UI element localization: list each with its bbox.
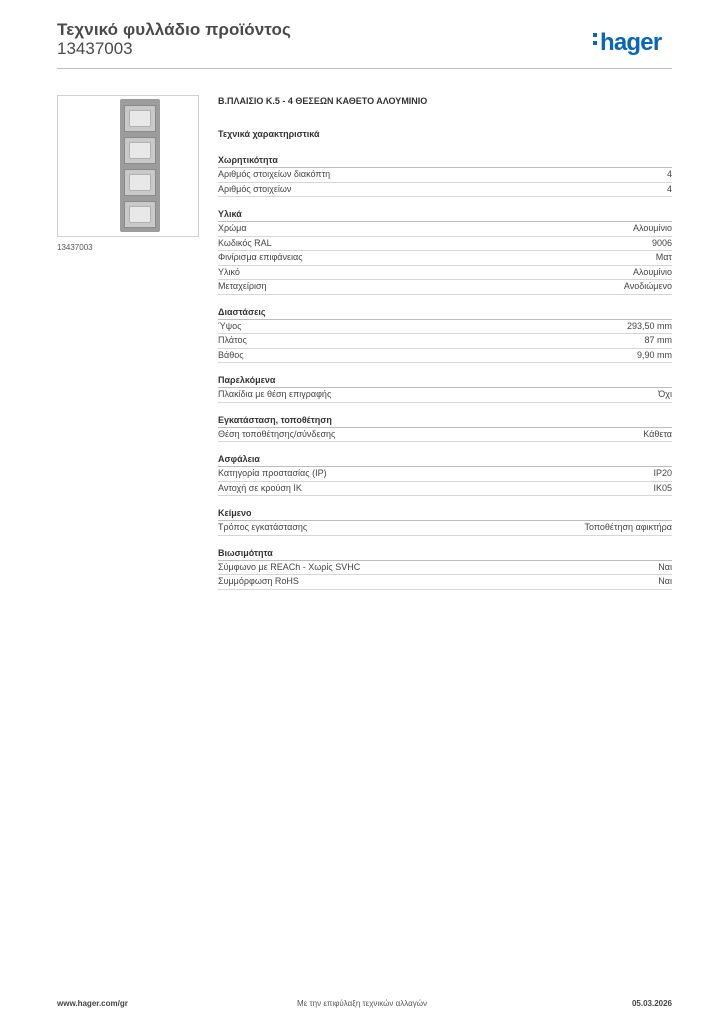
spec-label: Αριθμός στοιχείων xyxy=(218,183,292,194)
spec-value: 87 mm xyxy=(644,335,672,345)
spec-group-title: Υλικά xyxy=(218,197,672,222)
spec-group-title: Χωρητικότητα xyxy=(218,143,672,168)
section-heading: Τεχνικά χαρακτηριστικά xyxy=(218,129,320,139)
spec-value: Αλουμίνιο xyxy=(633,266,672,277)
spec-row xyxy=(218,561,672,576)
frame-slot xyxy=(124,169,156,196)
spec-label: Βάθος xyxy=(218,349,244,360)
spec-label: Πλάτος xyxy=(218,335,247,345)
spec-row xyxy=(218,349,672,364)
spec-group-title: Κείμενο xyxy=(218,496,672,521)
footer-date: 05.03.2026 xyxy=(631,999,672,1008)
spec-row xyxy=(218,266,672,281)
image-caption: 13437003 xyxy=(57,243,93,252)
spec-row xyxy=(218,467,672,482)
footer-notice: Με την επιφύλαξη τεχνικών αλλαγών xyxy=(297,999,427,1008)
spec-value: 293,50 mm xyxy=(626,320,672,331)
header-divider xyxy=(57,68,672,69)
spec-row xyxy=(218,183,672,198)
spec-label: Χρώμα xyxy=(218,223,247,233)
spec-row xyxy=(218,428,672,443)
spec-row xyxy=(218,482,672,497)
spec-value: IK05 xyxy=(653,482,672,493)
spec-label: Αριθμός στοιχείων διακόπτη xyxy=(218,169,331,179)
spec-label: Τρόπος εγκατάστασης xyxy=(218,522,308,532)
spec-row xyxy=(218,388,672,403)
spec-value: Ναι xyxy=(658,576,672,586)
spec-row xyxy=(218,251,672,266)
spec-row xyxy=(218,521,672,536)
spec-label: Πλακίδια με θέση επιγραφής xyxy=(218,389,332,399)
spec-value: 9006 xyxy=(651,237,672,248)
spec-label: Θέση τοποθέτησης/σύνδεσης xyxy=(218,428,336,439)
spec-row xyxy=(218,168,672,183)
product-code: 13437003 xyxy=(57,39,133,58)
spec-content xyxy=(218,96,672,590)
spec-label: Κωδικός RAL xyxy=(218,237,272,248)
spec-row xyxy=(218,237,672,252)
spec-value: Ανοδιώμενο xyxy=(623,281,672,291)
hager-logo[interactable] xyxy=(593,30,661,55)
spec-label: Φινίρισμα επιφάνειας xyxy=(218,252,303,262)
spec-value: Τοποθέτηση αφικτήρα xyxy=(584,522,672,532)
spec-value: Κάθετα xyxy=(643,428,672,439)
spec-row xyxy=(218,320,672,335)
spec-row xyxy=(218,575,672,590)
spec-value: 9,90 mm xyxy=(636,349,672,360)
document-title: Τεχνικό φυλλάδιο προϊόντος xyxy=(57,20,291,39)
spec-value: 4 xyxy=(666,183,672,194)
spec-row xyxy=(218,334,672,349)
spec-value: Ναι xyxy=(658,561,672,572)
spec-group-title: Βιωσιμότητα xyxy=(218,536,672,561)
logo-text: hager xyxy=(600,29,662,56)
footer-website[interactable]: www.hager.com/gr xyxy=(57,999,128,1008)
spec-value: Όχι xyxy=(658,389,672,399)
spec-label: Υλικό xyxy=(218,266,240,277)
product-title: Β.ΠΛΑΙΣΙΟ Κ.5 - 4 ΘΕΣΕΩΝ ΚΑΘΕΤΟ ΑΛΟΥΜΙΝΙΟ xyxy=(218,96,428,106)
product-image xyxy=(57,95,199,237)
spec-value: Αλουμίνιο xyxy=(633,223,672,233)
frame-slot xyxy=(124,105,156,132)
spec-group-title: Ασφάλεια xyxy=(218,442,672,467)
logo-colon-icon xyxy=(593,29,598,49)
spec-label: Ύψος xyxy=(218,320,242,331)
spec-label: Συμμόρφωση RoHS xyxy=(218,576,299,586)
spec-value: Ματ xyxy=(655,252,672,262)
vertical-frame-icon xyxy=(120,99,160,232)
spec-row xyxy=(218,222,672,237)
spec-label: Κατηγορία προστασίας (IP) xyxy=(218,468,327,478)
spec-label: Σύμφωνο με REACh - Χωρίς SVHC xyxy=(218,561,361,572)
spec-value: 4 xyxy=(666,169,672,179)
spec-groups xyxy=(218,143,672,590)
spec-value: IP20 xyxy=(653,468,672,478)
spec-group-title: Διαστάσεις xyxy=(218,295,672,320)
frame-slot xyxy=(124,201,156,228)
spec-row xyxy=(218,280,672,295)
spec-group-title: Παρελκόμενα xyxy=(218,363,672,388)
spec-label: Αντοχή σε κρούση IK xyxy=(218,482,302,493)
frame-slot xyxy=(124,137,156,164)
spec-group-title: Εγκατάσταση, τοποθέτηση xyxy=(218,403,672,428)
spec-label: Μεταχείριση xyxy=(218,281,267,291)
